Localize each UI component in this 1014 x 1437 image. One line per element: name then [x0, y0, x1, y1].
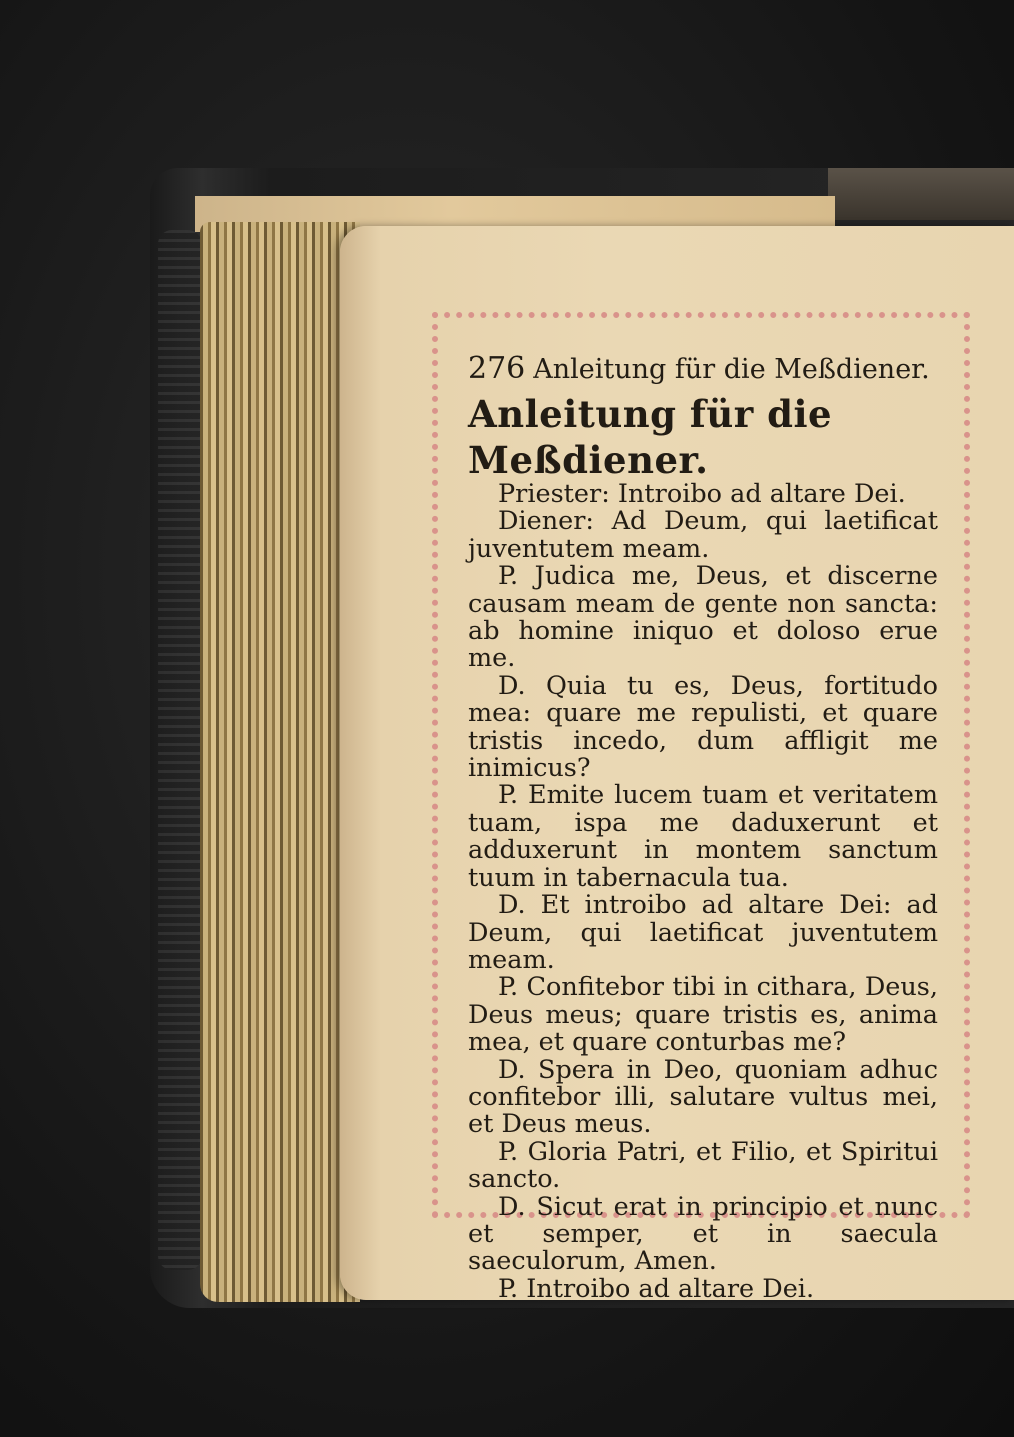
book-spine-texture: [158, 230, 202, 1270]
dialogue-line: P. Confitebor tibi in cithara, Deus, Deus meus; quare tristis es, anima mea, et quare conturbas me?: [468, 972, 938, 1058]
page-text-block: [468, 350, 938, 1303]
dialogue-line: D. Spera in Deo, quoniam adhuc confitebor illi, salutare vultus mei, et Deus meus.: [468, 1054, 938, 1140]
book-headband: [828, 168, 1014, 220]
dialogue-line: P. Judica me, Deus, et discerne causam meam de gente non sancta: ab homine iniquo et doloso erue me.: [468, 561, 938, 674]
running-head: [468, 350, 938, 389]
running-head-text: Anleitung für die Meßdiener.: [533, 354, 930, 385]
section-title: Anleitung für die Meßdiener.: [468, 392, 833, 482]
dialogue-line: P. Gloria Patri, et Filio, et Spiritui sancto.: [468, 1136, 938, 1195]
dialogue-line: Diener: Ad Deum, qui laetificat juventutem meam.: [468, 506, 938, 564]
dialogue-line: D. Sicut erat in principio et nunc et semper, et in saecula saeculorum, Amen.: [468, 1191, 938, 1277]
dialogue-line: D. Quia tu es, Deus, fortitudo mea: quare me repulisti, et quare tristis incedo, dum affligit me inimicus?: [468, 670, 938, 784]
page-edges-stack: [200, 222, 360, 1302]
dialogue-line: P. Emite lucem tuam et veritatem tuam, ispa me daduxerunt et adduxerunt in montem sanctum tuum in tabernacula tua.: [468, 780, 938, 893]
page-number: 276: [468, 351, 526, 386]
dialogue-line: P. Introibo ad altare Dei.: [498, 1273, 815, 1304]
dialogue-line: D. Et introibo ad altare Dei: ad Deum, qui laetificat juventutem meam.: [468, 890, 938, 975]
dialogue-line: Priester: Introibo ad altare Dei.: [498, 479, 906, 509]
